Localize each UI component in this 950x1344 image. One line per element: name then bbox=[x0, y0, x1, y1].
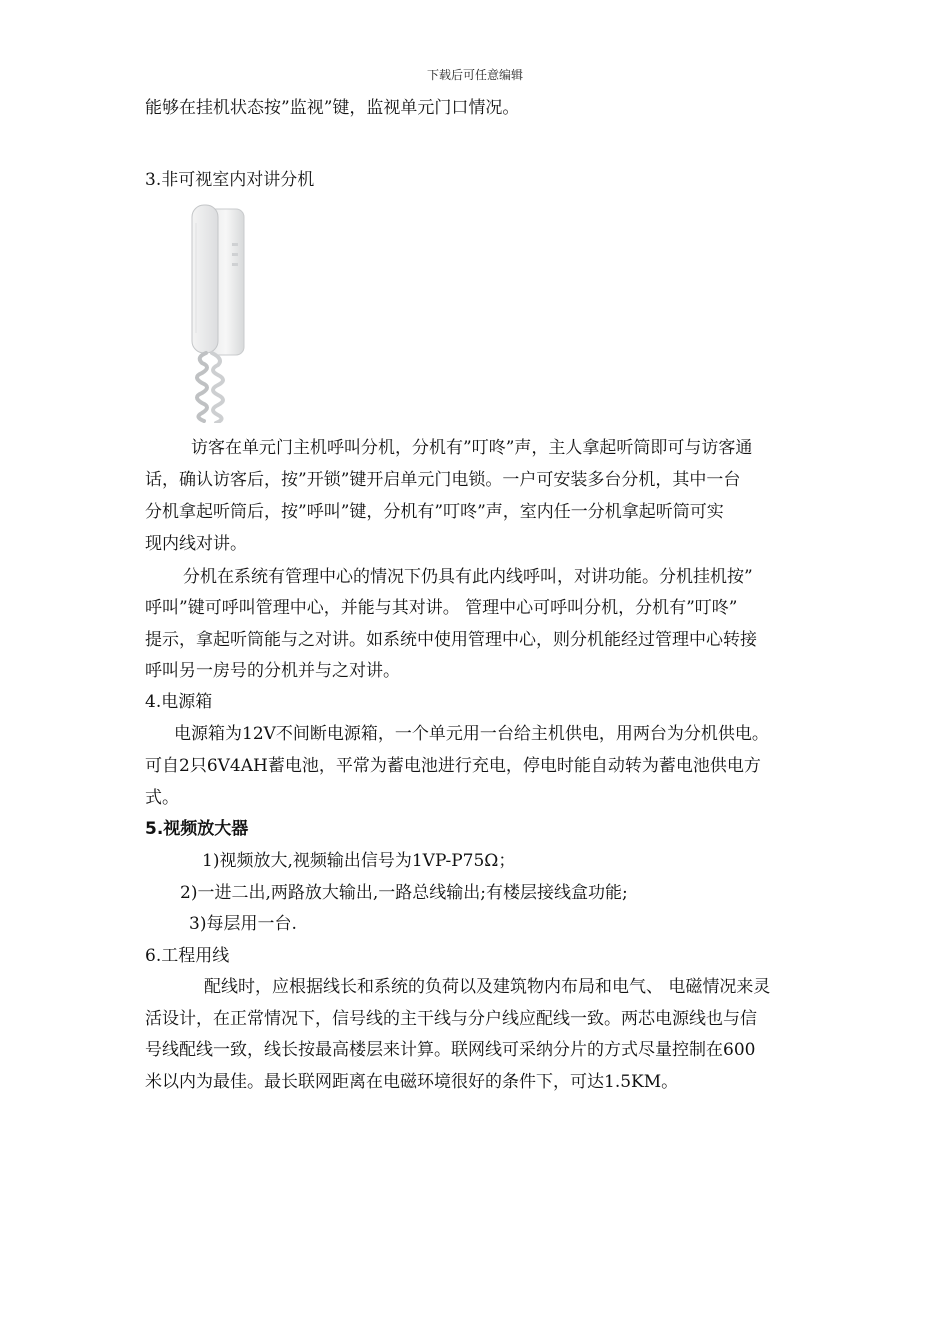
paragraph-line: 呼叫”键可呼叫管理中心，并能与其对讲。 管理中心可呼叫分机，分机有”叮咚” bbox=[145, 598, 738, 618]
paragraph-line: 话，确认访客后，按”开锁”键开启单元门电锁。一户可安装多台分机，其中一台 bbox=[145, 470, 741, 490]
paragraph-line: 电源箱为12V不间断电源箱，一个单元用一台给主机供电，用两台为分机供电。 bbox=[174, 724, 769, 744]
paragraph-line: 活设计，在正常情况下，信号线的主干线与分户线应配线一致。两芯电源线也与信 bbox=[145, 1009, 757, 1029]
list-item: 3)每层用一台. bbox=[189, 914, 297, 934]
paragraph-line: 米以内为最佳。最长联网距离在电磁环境很好的条件下，可达1.5KM。 bbox=[145, 1072, 679, 1092]
section-heading-5: 5.视频放大器 bbox=[145, 819, 249, 839]
text-line: 能够在挂机状态按”监视”键，监视单元门口情况。 bbox=[145, 98, 520, 118]
section-heading-3: 3.非可视室内对讲分机 bbox=[145, 170, 315, 190]
paragraph-line: 号线配线一致，线长按最高楼层来计算。联网线可采纳分片的方式尽量控制在600 bbox=[145, 1040, 756, 1060]
paragraph-line: 提示，拿起听筒能与之对讲。如系统中使用管理中心，则分机能经过管理中心转接 bbox=[145, 630, 757, 650]
paragraph-line: 可自2只6V4AH蓄电池，平常为蓄电池进行充电，停电时能自动转为蓄电池供电方 bbox=[145, 756, 761, 776]
list-item: 2)一进二出,两路放大输出,一路总线输出;有楼层接线盒功能; bbox=[180, 883, 628, 903]
list-item: 1)视频放大,视频输出信号为1VP-P75Ω； bbox=[202, 851, 516, 871]
page-header: 下载后可任意编辑 bbox=[426, 68, 523, 82]
section-heading-6: 6.工程用线 bbox=[145, 946, 230, 966]
paragraph-line: 配线时，应根据线长和系统的负荷以及建筑物内布局和电气、 电磁情况来灵 bbox=[204, 977, 771, 997]
paragraph-line: 呼叫另一房号的分机并与之对讲。 bbox=[145, 661, 400, 681]
paragraph-line: 访客在单元门主机呼叫分机，分机有”叮咚”声，主人拿起听筒即可与访客通 bbox=[191, 438, 753, 458]
paragraph-line: 现内线对讲。 bbox=[145, 534, 247, 554]
section-heading-4: 4.电源箱 bbox=[145, 692, 213, 712]
paragraph-line: 式。 bbox=[145, 788, 179, 808]
paragraph-line: 分机拿起听筒后，按”呼叫”键，分机有”叮咚”声，室内任一分机拿起听筒可实 bbox=[145, 502, 724, 522]
paragraph-line: 分机在系统有管理中心的情况下仍具有此内线呼叫，对讲功能。分机挂机按” bbox=[183, 567, 753, 587]
intercom-handset-icon bbox=[186, 203, 252, 423]
